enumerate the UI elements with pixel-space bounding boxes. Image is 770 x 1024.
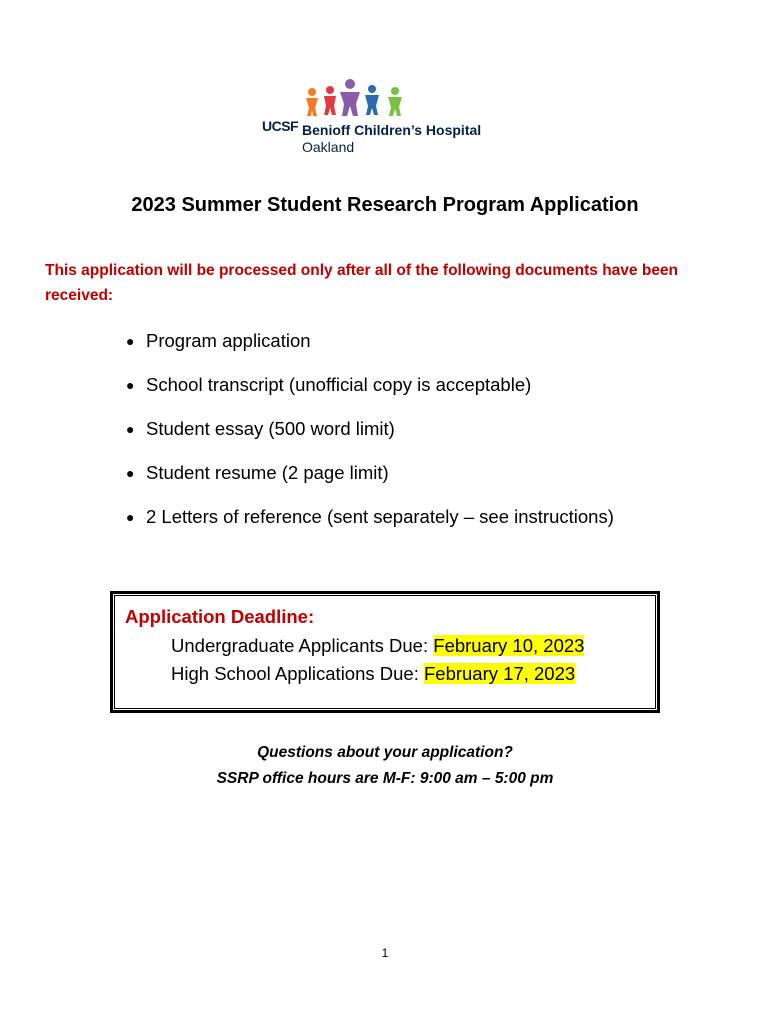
highschool-label: High School Applications Due: (171, 663, 424, 684)
questions-line-2: SSRP office hours are M-F: 9:00 am – 5:00 pm (216, 770, 554, 787)
bullet-icon: ● (126, 377, 135, 393)
bullet-icon: ● (126, 333, 135, 349)
hospital-logo (262, 78, 512, 162)
children-figures-icon (300, 78, 420, 118)
deadline-box (110, 591, 660, 713)
undergrad-label: Undergraduate Applicants Due: (171, 635, 434, 656)
logo-hospital-name: Benioff Children’s Hospital (302, 122, 482, 138)
required-documents-list (126, 328, 614, 548)
list-item: ● School transcript (unofficial copy is acceptable) (126, 372, 614, 416)
bullet-icon: ● (126, 421, 135, 437)
undergrad-date: February 10, 2023 (433, 635, 585, 656)
list-item: ● Student essay (500 word limit) (126, 416, 614, 460)
bullet-icon: ● (126, 465, 135, 481)
list-item: ● Student resume (2 page limit) (126, 460, 614, 504)
notice-text: This application will be processed only after all of the following documents have been received: (45, 262, 679, 304)
deadline-heading: Application Deadline: (125, 606, 315, 627)
page-title: 2023 Summer Student Research Program Application (131, 194, 639, 216)
questions-line-1: Questions about your application? (257, 744, 513, 761)
list-item: ● 2 Letters of reference (sent separately – see instructions) (126, 504, 614, 548)
list-item: ● Program application (126, 328, 614, 372)
logo-ucsf: UCSF (262, 118, 299, 134)
logo-location: Oakland (302, 139, 355, 155)
bullet-icon: ● (126, 509, 135, 525)
page-number: 1 (381, 946, 389, 960)
undergrad-deadline (171, 635, 584, 657)
highschool-deadline (171, 663, 575, 685)
highschool-date: February 17, 2023 (423, 663, 576, 684)
questions-block (0, 740, 770, 792)
